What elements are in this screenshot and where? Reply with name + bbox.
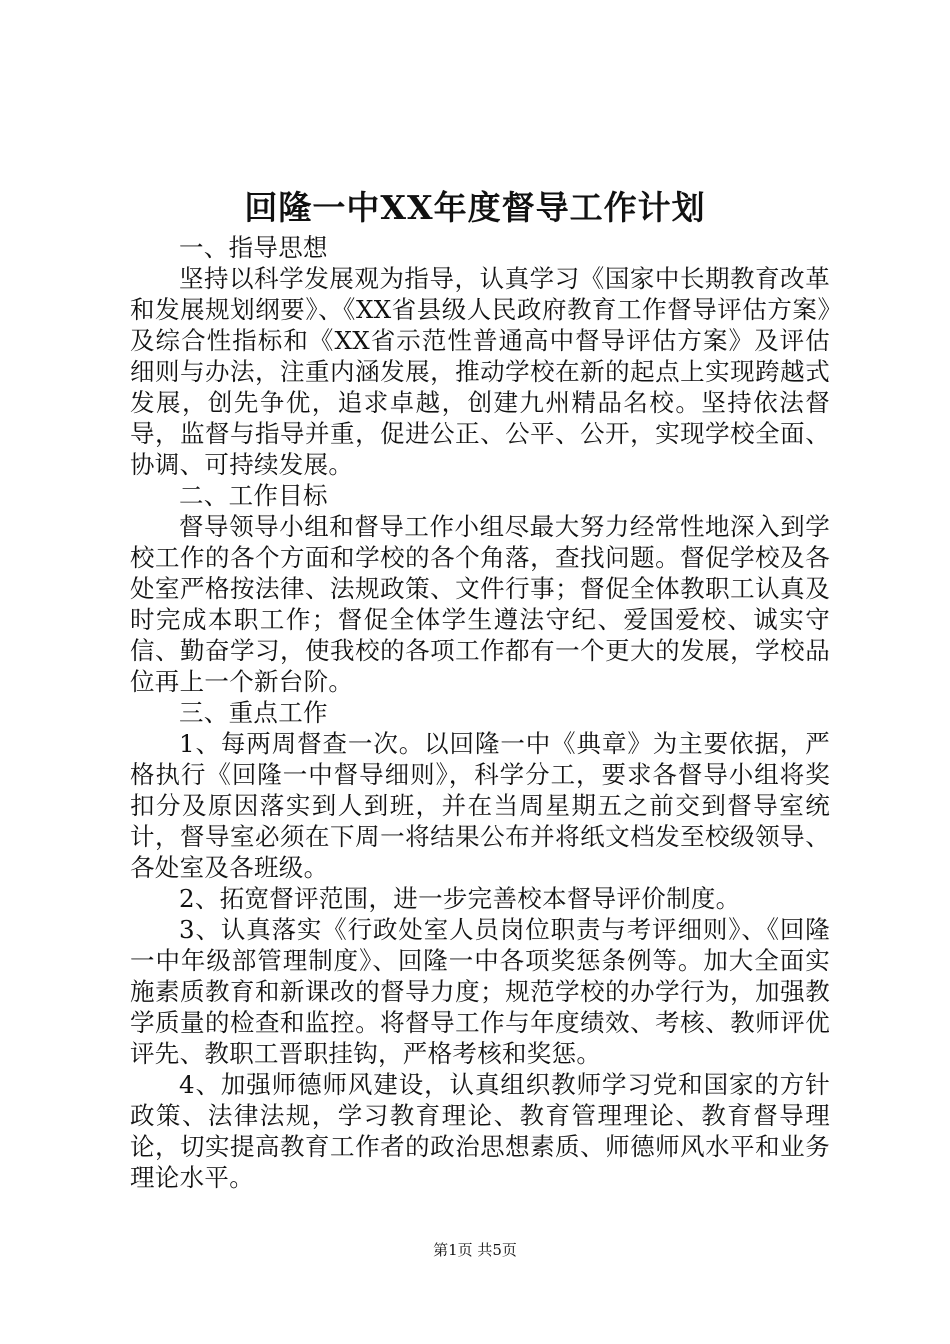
paragraph-key-work-4: 4、加强师德师风建设，认真组织教师学习党和国家的方针政策、法律法规，学习教育理论、教育管理理论、教育督导理论，切实提高教育工作者的政治思想素质、师德师风水平和业务理论水平。 xyxy=(130,1070,830,1192)
paragraph-key-work-3: 3、认真落实《行政处室人员岗位职责与考评细则》、《回隆一中年级部管理制度》、回隆一中各项奖惩条例等。加大全面实施素质教育和新课改的督导力度；规范学校的办学行为，加强教学质量的检查和监控。将督导工作与年度绩效、考核、教师评优评先、教职工晋职挂钩，严格考核和奖惩。 xyxy=(130,915,830,1068)
document-body xyxy=(130,232,830,1193)
paragraph-key-work-1: 1、每两周督查一次。以回隆一中《典章》为主要依据，严格执行《回隆一中督导细则》，科学分工，要求各督导小组将奖扣分及原因落实到人到班，并在当周星期五之前交到督导室统计，督导室必须在下周一将结果公布并将纸文档发至校级领导、各处室及各班级。 xyxy=(130,729,830,882)
section-heading-key-work: 三、重点工作 xyxy=(179,698,328,727)
paragraph-guiding-ideology: 坚持以科学发展观为指导，认真学习《国家中长期教育改革和发展规划纲要》、《XX省县级人民政府教育工作督导评估方案》及综合性指标和《XX省示范性普通高中督导评估方案》及评估细则与办法，注重内涵发展，推动学校在新的起点上实现跨越式发展，创先争优，追求卓越，创建九州精品名校。坚持依法督导，监督与指导并重，促进公正、公平、公开，实现学校全面、协调、可持续发展。 xyxy=(130,264,830,479)
page-number-footer: 第1页 共5页 xyxy=(433,1241,517,1259)
paragraph-work-goals: 督导领导小组和督导工作小组尽最大努力经常性地深入到学校工作的各个方面和学校的各个角落，查找问题。督促学校及各处室严格按法律、法规政策、文件行事；督促全体教职工认真及时完成本职工作；督促全体学生遵法守纪、爱国爱校、诚实守信、勤奋学习，使我校的各项工作都有一个更大的发展，学校品位再上一个新台阶。 xyxy=(130,512,830,696)
section-heading-guiding-ideology: 一、指导思想 xyxy=(179,233,328,262)
paragraph-key-work-2: 2、拓宽督评范围，进一步完善校本督导评价制度。 xyxy=(179,884,741,913)
section-heading-work-goals: 二、工作目标 xyxy=(179,481,328,510)
document-title: 回隆一中XX年度督导工作计划 xyxy=(244,188,706,227)
